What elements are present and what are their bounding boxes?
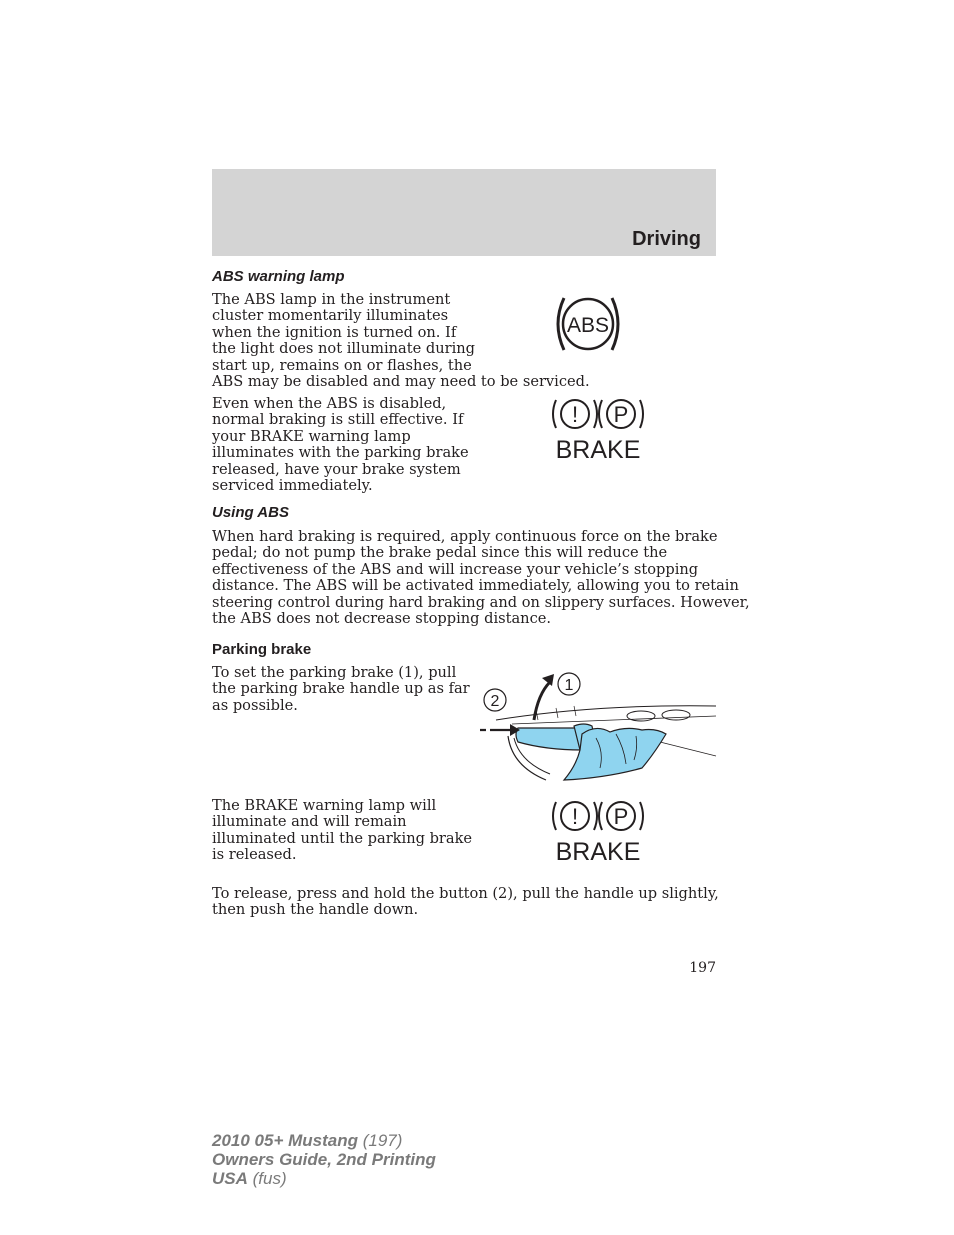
footer-line-1 xyxy=(212,1131,436,1150)
text-line: effectiveness of the ABS and will increase your vehicle’s stopping xyxy=(212,560,699,578)
brake-lamp-paragraph xyxy=(212,798,472,864)
text-line: illuminated until the parking brake xyxy=(212,829,473,847)
section-header-band xyxy=(212,169,716,256)
document-footer xyxy=(212,1131,436,1188)
text-line: the ABS does not decrease stopping distance. xyxy=(212,610,552,628)
text-line: distance. The ABS will be activated immediately, allowing you to retain xyxy=(212,577,739,595)
text-line: when the ignition is turned on. If xyxy=(212,323,457,341)
text-line: illuminate and will remain xyxy=(212,813,407,831)
abs-disabled-paragraph xyxy=(212,396,469,494)
release-paragraph xyxy=(212,886,719,919)
exclamation-icon: ! xyxy=(571,804,579,829)
section-title: Driving xyxy=(632,228,701,250)
abs-warning-heading: ABS warning lamp xyxy=(212,268,345,285)
text-line: the parking brake handle up as far xyxy=(212,680,470,698)
brake-word: BRAKE xyxy=(555,436,641,464)
parking-brake-heading: Parking brake xyxy=(212,641,312,658)
text-line: illuminates with the parking brake xyxy=(212,444,469,462)
footer-market-code: (fus) xyxy=(247,1169,287,1188)
abs-lamp-icon xyxy=(548,292,628,356)
text-line: your BRAKE warning lamp xyxy=(212,427,411,445)
using-abs-heading: Using ABS xyxy=(212,504,289,521)
parking-p-icon: P xyxy=(613,804,629,829)
text-line: The BRAKE warning lamp will xyxy=(212,797,437,814)
text-line: is released. xyxy=(212,846,297,864)
text-line: steering control during hard braking and on slippery surfaces. However, xyxy=(212,593,750,611)
brake-warning-lamp-icon xyxy=(550,396,646,464)
callout-2: 2 xyxy=(490,693,500,710)
text-line: To set the parking brake (1), pull xyxy=(212,664,457,681)
parking-brake-illustration xyxy=(476,668,718,786)
text-line: ABS may be disabled and may need to be serviced. xyxy=(212,373,590,391)
callout-1: 1 xyxy=(564,677,574,694)
text-line: as possible. xyxy=(212,696,298,714)
text-line: The ABS lamp in the instrument xyxy=(212,291,451,308)
abs-lamp-label: ABS xyxy=(566,314,610,337)
brake-warning-lamp-icon xyxy=(550,798,646,866)
text-line: start up, remains on or flashes, the xyxy=(212,356,472,374)
footer-line-3 xyxy=(212,1169,436,1188)
text-line: cluster momentarily illuminates xyxy=(212,307,449,325)
text-line: pedal; do not pump the brake pedal since this will reduce the xyxy=(212,544,668,562)
text-line: the light does not illuminate during xyxy=(212,340,475,358)
page-number: 197 xyxy=(689,960,716,976)
text-line: When hard braking is required, apply continuous force on the brake xyxy=(212,528,718,545)
footer-model: 2010 05+ Mustang xyxy=(212,1131,358,1150)
using-abs-paragraph xyxy=(212,529,750,627)
text-line: then push the handle down. xyxy=(212,901,419,919)
exclamation-icon: ! xyxy=(571,402,579,427)
brake-word: BRAKE xyxy=(555,838,641,866)
abs-warning-paragraph xyxy=(212,292,590,390)
parking-brake-set-paragraph xyxy=(212,665,470,714)
text-line: released, have your brake system xyxy=(212,460,461,478)
text-line: serviced immediately. xyxy=(212,477,373,495)
text-line: normal braking is still effective. If xyxy=(212,411,464,429)
footer-page-ref: (197) xyxy=(358,1131,403,1150)
text-line: To release, press and hold the button (2), pull the handle up slightly, xyxy=(212,885,719,902)
footer-line-2: Owners Guide, 2nd Printing xyxy=(212,1150,436,1169)
parking-p-icon: P xyxy=(613,402,629,427)
text-line: Even when the ABS is disabled, xyxy=(212,395,447,412)
footer-market: USA xyxy=(212,1169,248,1188)
